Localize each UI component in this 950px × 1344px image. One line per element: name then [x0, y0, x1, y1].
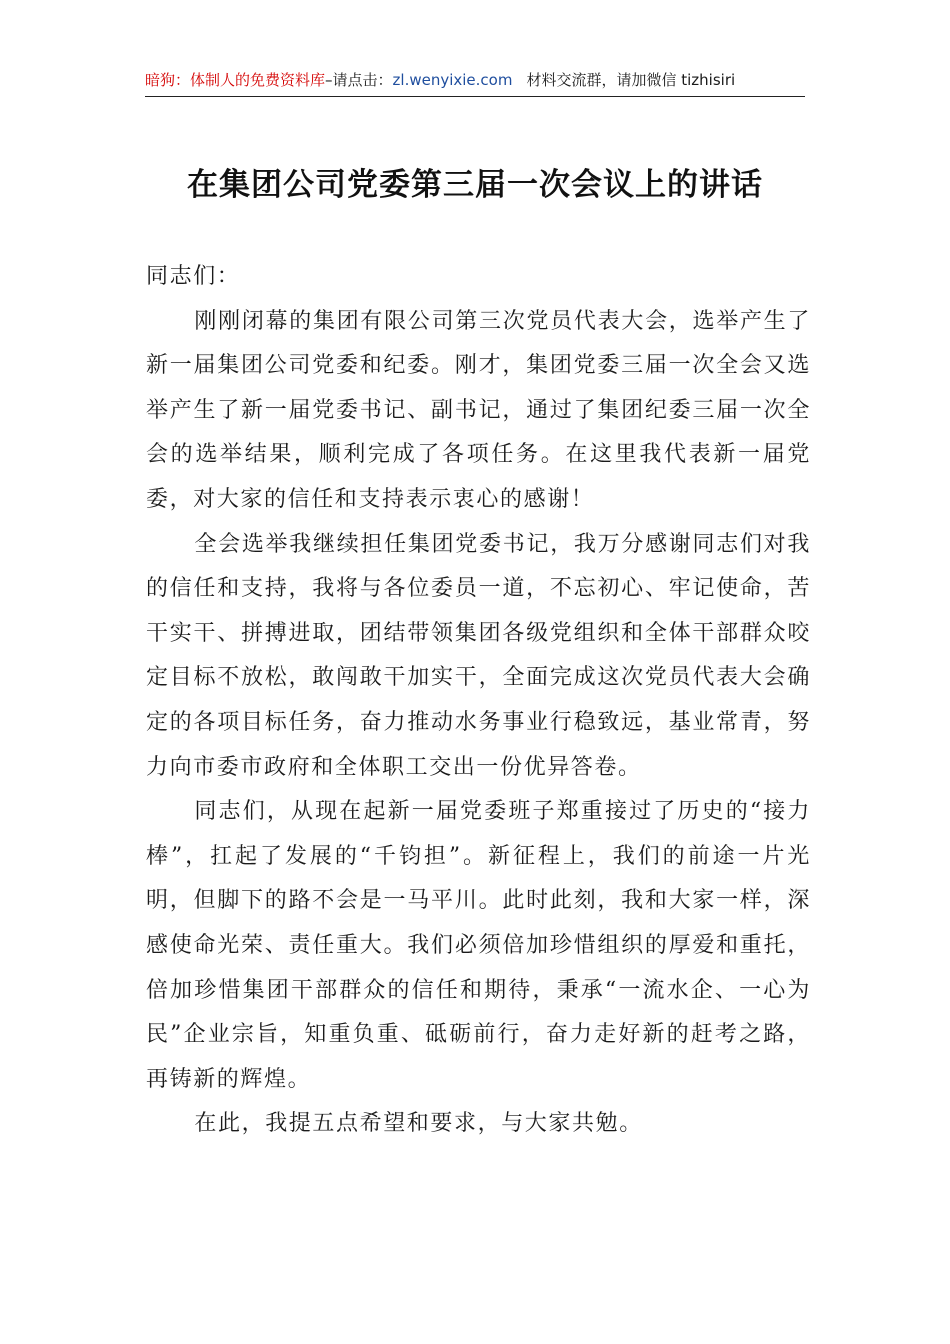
paragraph-1: 刚刚闭幕的集团有限公司第三次党员代表大会，选举产生了新一届集团公司党委和纪委。刚才，集团党委三届一次全会又选举产生了新一届党委书记、副书记，通过了集团纪委三届一次全会的选举结果，顺利完成了各项任务。在这里我代表新一届党委，对大家的信任和支持表示衷心的感谢！	[146, 308, 811, 512]
paragraph-4: 在此，我提五点希望和要求，与大家共勉。	[194, 1111, 643, 1137]
paragraph-3: 同志们，从现在起新一届党委班子郑重接过了历史的“接力棒”，扛起了发展的“千钧担”。新征程上，我们的前途一片光明，但脚下的路不会是一马平川。此时此刻，我和大家一样，深感使命光荣、责任重大。我们必须倍加珍惜组织的厚爱和重托，倍加珍惜集团干部群众的信任和期待，秉承“一流水企、一心为民”企业宗旨，知重负重、砥砺前行，奋力走好新的赶考之路，再铸新的辉煌。	[146, 799, 811, 1092]
salutation: 同志们：	[146, 264, 241, 289]
page-header	[145, 66, 805, 97]
header-site-link[interactable]: zl.wenyixie.com	[392, 71, 513, 89]
document-body	[146, 255, 811, 1147]
header-site-name: 暗狗：体制人的免费资料库	[145, 71, 326, 89]
header-wechat-note: 材料交流群，请加微信 tizhisiri	[526, 71, 736, 89]
paragraph-2: 全会选举我继续担任集团党委书记，我万分感谢同志们对我的信任和支持，我将与各位委员一道，不忘初心、牢记使命，苦干实干、拼搏进取，团结带领集团各级党组织和全体干部群众咬定目标不放松，敢闯敢干加实干，全面完成这次党员代表大会确定的各项目标任务，奋力推动水务事业行稳致远，基业常青，努力向市委市政府和全体职工交出一份优异答卷。	[146, 531, 811, 780]
document-title: 在集团公司党委第三届一次会议上的讲话	[187, 167, 763, 203]
header-click-prompt: –请点击：	[325, 71, 393, 89]
